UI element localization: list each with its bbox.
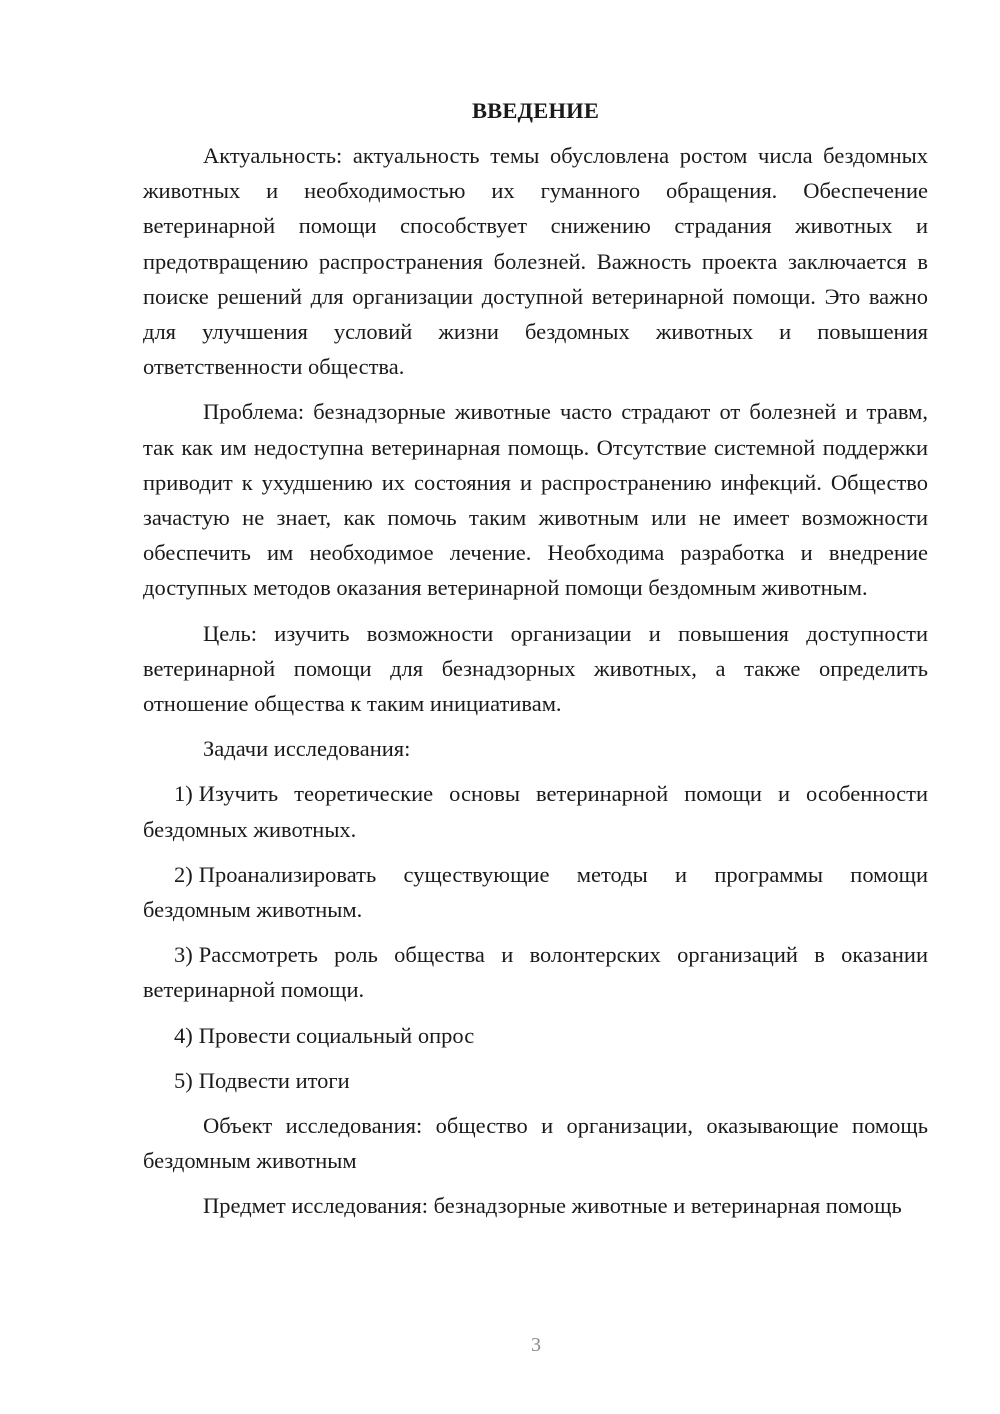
list-item-text: Проанализировать существующие методы и программы помощи бездомным животным. — [143, 861, 928, 923]
tasks-list — [143, 776, 928, 1098]
list-item — [143, 857, 928, 927]
list-item-number: 3) — [174, 942, 193, 968]
list-item-number: 5) — [174, 1067, 193, 1093]
paragraph-goal: Цель: изучить возможности организации и повышения доступности ветеринарной помощи для безнадзорных животных, а также определить отношение общества к таким инициативам. — [143, 620, 928, 717]
paragraph-subject: Предмет исследования: безнадзорные животные и ветеринарная помощь — [203, 1193, 902, 1219]
page-title: ВВЕДЕНИЕ — [471, 98, 600, 123]
paragraph-problem: Проблема: безнадзорные животные часто страдают от болезней и травм, так как им недоступна ветеринарная помощь. Отсутствие системной поддержки приводит к ухудшению их состояния и распространению инфекций. Общество зачастую не знает, как помочь таким животным или не имеет возможности обеспечить им необходимое лечение. Необходима разработка и внедрение доступных методов оказания ветеринарной помощи бездомным животным. — [143, 399, 928, 601]
list-item-number: 4) — [174, 1022, 193, 1048]
list-item — [143, 776, 928, 846]
list-item-text: Изучить теоретические основы ветеринарной помощи и особенности бездомных животных. — [143, 781, 928, 842]
paragraph-relevance: Актуальность: актуальность темы обусловлена ростом числа бездомных животных и необходимостью их гуманного обращения. Обеспечение ветеринарной помощи способствует снижению страдания животных и предотвращению распространения болезней. Важность проекта заключается в поиске решений для организации доступной ветеринарной помощи. Это важно для улучшения условий жизни бездомных животных и повышения ответственности общества. — [143, 143, 928, 380]
list-item — [143, 937, 928, 1007]
list-item — [143, 1063, 928, 1098]
paragraph-tasks-heading: Задачи исследования: — [203, 736, 411, 762]
list-item-text: Рассмотреть роль общества и волонтерских организаций в оказании ветеринарной помощи. — [143, 942, 928, 1003]
paragraph-object: Объект исследования: общество и организации, оказывающие помощь бездомным животным — [143, 1113, 928, 1174]
list-item-text: Подвести итоги — [198, 1067, 350, 1093]
page-content — [143, 93, 928, 1234]
list-item — [143, 1018, 928, 1053]
list-item-number: 1) — [174, 781, 193, 807]
list-item-number: 2) — [174, 861, 193, 887]
page-number: 3 — [531, 1334, 541, 1356]
list-item-text: Провести социальный опрос — [198, 1022, 475, 1048]
